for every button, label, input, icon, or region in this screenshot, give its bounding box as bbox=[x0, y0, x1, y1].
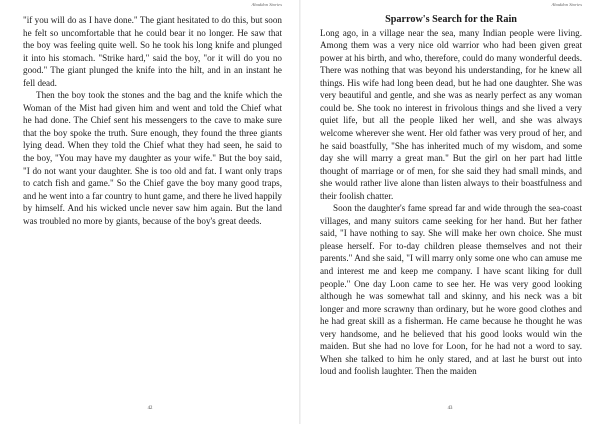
right-page bbox=[300, 0, 600, 424]
paragraph: Long ago, in a village near the sea, many Indian people were living. Among them was a very nice old warrior who had been given great power at his birth, and who, therefore, could do many wonderful deeds. There was nothing that was beyond his understanding, for he knew all things. His wife had long been dead, but he had one daughter. She was very beautiful and gentle, and she was as nearly perfect as any woman could be. She took no interest in frivolous things and she lived a very quiet life, but all the people liked her well, and she was always welcome wherever she went. Her old father was very proud of her, and he said boastfully, "She has inherited much of my wisdom, and some day she will marry a great man." But the girl on her part had little thought of marriage or of men, for she said they had small minds, and she would rather live alone than listen always to their boastfulness and their foolish chatter. bbox=[320, 27, 582, 201]
running-head-left: Abaddon Stories bbox=[251, 2, 282, 7]
right-page-text bbox=[320, 14, 582, 378]
page-number-right: 43 bbox=[447, 406, 453, 411]
paragraph: "if you will do as I have done." The giant hesitated to do this, but soon he felt so uncomfortable that he could bear it no longer. He saw that the boy was feeling quite well. So he took his long knife and plunged it into his stomach. "Strike hard," said the boy, "or it will do you no good." The giant plunged the knife into the hilt, and in an instant he fell dead. bbox=[23, 15, 282, 88]
paragraph: Then the boy took the stones and the bag and the knife which the Woman of the Mist had given him and went and told the Chief what he had done. The Chief sent his messengers to the cave to make sure that the boy spoke the truth. Sure enough, they found the three giants lying dead. When they told the Chief what they had seen, he said to the boy, "You may have my daughter as your wife." But the boy said, "I do not want your daughter. She is too old and fat. I want only traps to catch fish and game." So the Chief gave the boy many good traps, and he went into a far country to hunt game, and there he lived happily by himself. And his wicked uncle never saw him again. But the land was troubled no more by giants, because of the boy's great deeds. bbox=[23, 90, 282, 226]
paragraph: Soon the daughter's fame spread far and wide through the sea-coast villages, and many suitors came seeking for her hand. But her father said, "I have nothing to say. She will make her own choice. She must please herself. For to-day children please themselves and not their parents." And she said, "I will marry only some one who can amuse me and interest me and keep me company. I have scant liking for dull people." One day Loon came to see her. He was very good looking although he was somewhat tall and skinny, and his neck was a bit longer and more scrawny than ordinary, but he wore good clothes and he had great skill as a fisherman. He came because he thought he was very handsome, and he believed that his good looks would win the maiden. But she had no love for Loon, for he had not a word to say. When she talked to him he only stared, and at last he burst out into loud and foolish laughter. Then the maiden bbox=[320, 203, 582, 377]
page-number-left: 42 bbox=[147, 406, 153, 411]
chapter-title: Sparrow's Search for the Rain bbox=[385, 14, 517, 25]
running-head-right: Abaddon Stories bbox=[551, 2, 582, 7]
left-page-text bbox=[23, 14, 282, 227]
